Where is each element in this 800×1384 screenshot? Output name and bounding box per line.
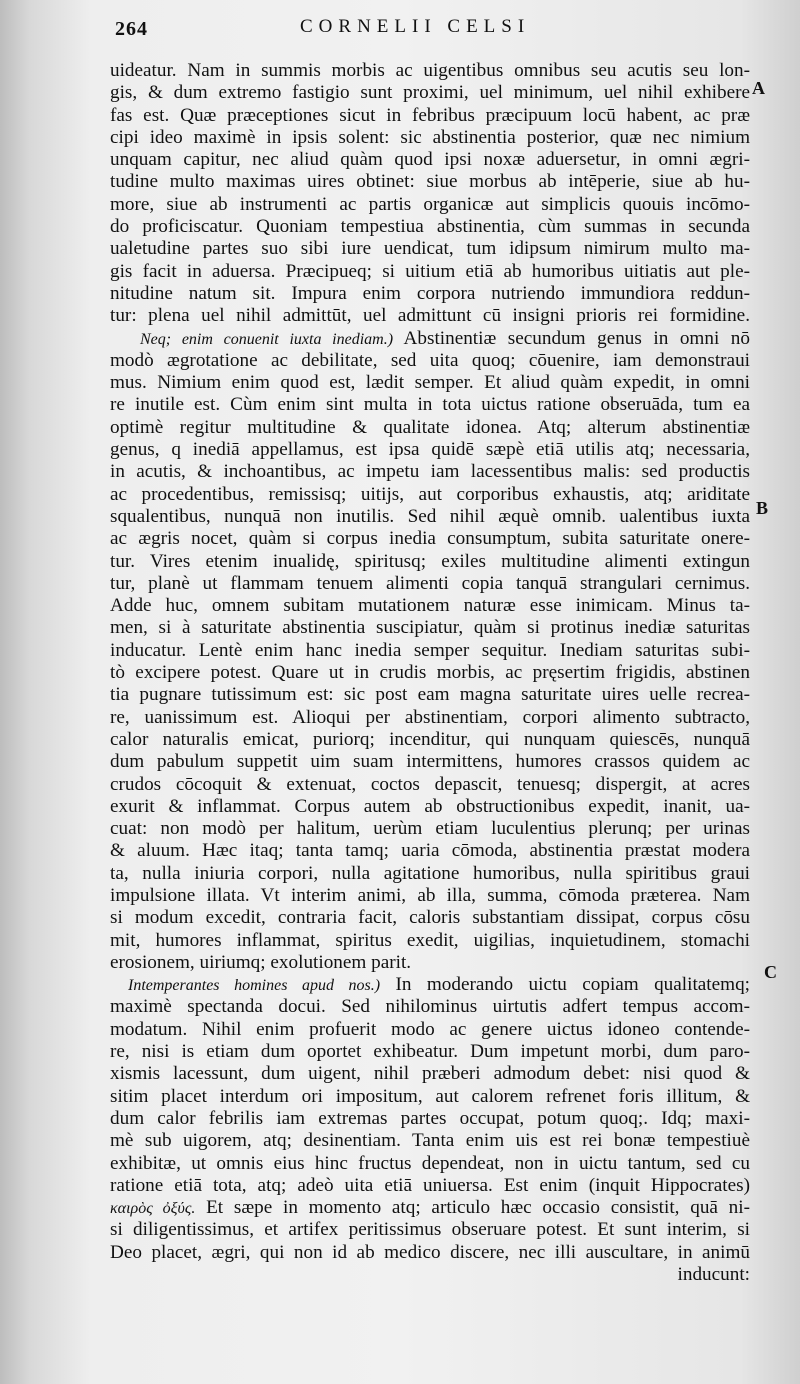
text-line: dum pabulum suppetit uim suam intermittens, humores crassos quidem ac: [110, 751, 750, 773]
text-line: sitim placet interdum ori impositum, aut calorem refrenet foris illitum, &: [110, 1085, 750, 1107]
text-line: tur. Vires etenim inualidę, spiritusq; exiles multitudine alimenti extingun: [110, 550, 750, 572]
body-text: [110, 60, 750, 1286]
text-line: re, uanissimum est. Alioqui per abstinentiam, corpori alimento subtracto,: [110, 706, 750, 728]
lemma: Neq; enim conuenit iuxta inediam.): [140, 330, 394, 348]
margin-marker-b: B: [756, 498, 769, 518]
text-line: gis facit in aduersa. Præcipueq; si uitium etiā ab humoribus uitiatis aut ple-: [110, 260, 750, 282]
margin-marker-a: A: [752, 78, 765, 98]
text-line: in acutis, & inchoantibus, ac impetu iam lacessentibus malis: sed productis: [110, 461, 750, 483]
text-line: men, si à saturitate abstinentia suscipiatur, quàm si protinus inediæ saturitas: [110, 617, 750, 639]
text-line: cipi ideo maximè in ipsis solent: sic abstinentia posterior, quæ nec nimium: [110, 126, 750, 148]
lemma-continuation: Abstinentiæ secundum genus in omni nō: [393, 327, 750, 349]
text-line: maximè spectanda docui. Sed nihilominus uirtutis adfert tempus accom-: [110, 996, 750, 1018]
running-title: CORNELII CELSI: [300, 16, 531, 37]
text-line: do proficiscatur. Quoniam tempestiua abstinentia, cùm summas in secunda: [110, 216, 750, 238]
text-line: Adde huc, omnem subitam mutationem naturæ esse inimicam. Minus ta-: [110, 595, 750, 617]
text-line: ualetudine partes suo sibi iure uendicat, tum idipsum nimirum multo ma-: [110, 238, 750, 260]
text-line: more, siue ab instrumenti ac partis organicæ aut simplicis quouis incōmo-: [110, 193, 750, 215]
text-line: modatum. Nihil enim profuerit modo ac genere uictus idoneo contende-: [110, 1018, 750, 1040]
text-line: dum calor febrilis iam extremas partes occupat, potum quoq;. Idq; maxi-: [110, 1107, 750, 1129]
text-line: fas est. Quæ præceptiones sicut in febribus præcipuum locū habent, ac præ: [110, 104, 750, 126]
text-line: impulsione illata. Vt interim animi, ab illa, summa, cōmoda præterea. Nam: [110, 884, 750, 906]
page-number: 264: [115, 18, 148, 40]
text-line: exhibitæ, ut omnis eius hinc fructus dependeat, non in uictu tantum, sed cu: [110, 1152, 750, 1174]
text-line: tò excipere potest. Quare ut in crudis morbis, ac pręsertim frigidis, abstinen: [110, 662, 750, 684]
greek-line: [110, 1197, 750, 1219]
text-line: squalentibus, nunquā non inutilis. Sed nihil æquè omnib. ualentibus iuxta: [110, 505, 750, 527]
text-line: genus, q inediā appellamus, est ipsa quidē sæpè etiā utilis atq; necessaria,: [110, 439, 750, 461]
text-line: ac procedentibus, remissisq; uitijs, aut corporibus exhaustis, atq; ariditate: [110, 483, 750, 505]
text-line: cuat: non modò per halitum, uerùm etiam luculentius plerunq; per urinas: [110, 818, 750, 840]
text-line: Deo placet, ægri, qui non id ab medico discere, nec illi auscultare, in animū: [110, 1241, 750, 1263]
text-line: re, nisi is etiam dum oportet exhibeatur. Dum impetunt morbi, dum paro-: [110, 1041, 750, 1063]
text-line: modò ægrotatione ac debilitate, sed uita quoq; cōuenire, iam demonstraui: [110, 349, 750, 371]
text-line: mè sub uigorem, atq; desinentiam. Tanta enim uis est rei bonæ tempestiuè: [110, 1130, 750, 1152]
text-line: tur, planè ut flammam tenuem alimenti copia tanquā strangulari cernimus.: [110, 572, 750, 594]
text-line: gis, & dum extremo fastigio sunt proximi, uel minimum, uel nihil exhibere: [110, 82, 750, 104]
lemma-continuation: In moderando uictu copiam qualitatemq;: [380, 974, 750, 996]
text-line: si modum excedit, contraria facit, caloris substantiam dissipat, corpus cōsu: [110, 907, 750, 929]
lemma: Intemperantes homines apud nos.): [128, 977, 381, 995]
text-line: mus. Nimium enim quod est, lædit semper. Et aliud quàm expedit, in omni: [110, 372, 750, 394]
greek-phrase: καιρὸς ὀξύς.: [110, 1200, 196, 1218]
lemma-line: [110, 328, 750, 350]
text-line: optimè regitur multitudine & qualitate idonea. Atq; alterum abstinentiæ: [110, 416, 750, 438]
text-line: tur: plena uel nihil admittūt, uel admittunt cū insigni prioris rei formidine.: [110, 305, 750, 327]
text-line: mit, humores inflammat, spiritus exedit, uigilias, inquietudinem, stomachi: [110, 929, 750, 951]
text-line: ta, nulla iniuria corpori, nulla agitatione humoribus, nulla spiritibus graui: [110, 862, 750, 884]
text-line: re inutile est. Cùm enim sint multa in tota uictus ratione obseruāda, tum ea: [110, 394, 750, 416]
page-header: [0, 12, 800, 40]
text-line: tudine multo maximas uires obtinet: siue morbus ab intēperie, siue ab hu-: [110, 171, 750, 193]
text-line: nitudine natum sit. Impura enim corpora nutriendo immundiora reddun-: [110, 282, 750, 304]
text-line: unquam capitur, nec aliud quàm quod ipsi noxæ aduersetur, in omni ægri-: [110, 149, 750, 171]
text-line: erosionem, uiriumq; exolutionem parit.: [110, 951, 412, 973]
text-line: inducatur. Lentè enim hanc inedia semper sequitur. Inediam saturitas subi-: [110, 639, 750, 661]
text-line: tia pugnare tutissimum est: sic post eam magna saturitate uires uelle recrea-: [110, 684, 750, 706]
text-line: si diligentissimus, et artifex peritissimus obseruare potest. Et sunt interim, si: [110, 1219, 750, 1241]
text-line: crudos cōcoquit & extenuat, coctos depascit, tenuesq; dispergit, at acres: [110, 773, 750, 795]
lemma-line: [110, 974, 750, 996]
greek-continuation: Et sæpe in momento atq; articulo hæc occasio consistit, quā ni-: [195, 1197, 750, 1219]
text-line: ratione etiā tota, atq; adeò uita etiā uniuersa. Est enim (inquit Hippocrates): [110, 1174, 750, 1196]
catchword: inducunt:: [677, 1264, 750, 1286]
text-line: calor naturalis emicat, puriorq; incenditur, qui nunquam quiescēs, nunquā: [110, 728, 750, 750]
margin-marker-c: C: [764, 962, 777, 982]
text-line: & aluum. Hæc itaq; tanta tamq; uaria cōmoda, abstinentia præstat modera: [110, 840, 750, 862]
text-line: xismis lacessunt, dum uigent, nihil præberi admodum debet: nisi quod &: [110, 1063, 750, 1085]
text-line: uideatur. Nam in summis morbis ac uigentibus omnibus seu acutis seu lon-: [110, 60, 750, 81]
text-line: exurit & inflammat. Corpus autem ab obstructionibus expedit, inanit, ua-: [110, 795, 750, 817]
text-line: ac ægris nocet, quàm si corpus inedia consumptum, subita saturitate onere-: [110, 528, 750, 550]
